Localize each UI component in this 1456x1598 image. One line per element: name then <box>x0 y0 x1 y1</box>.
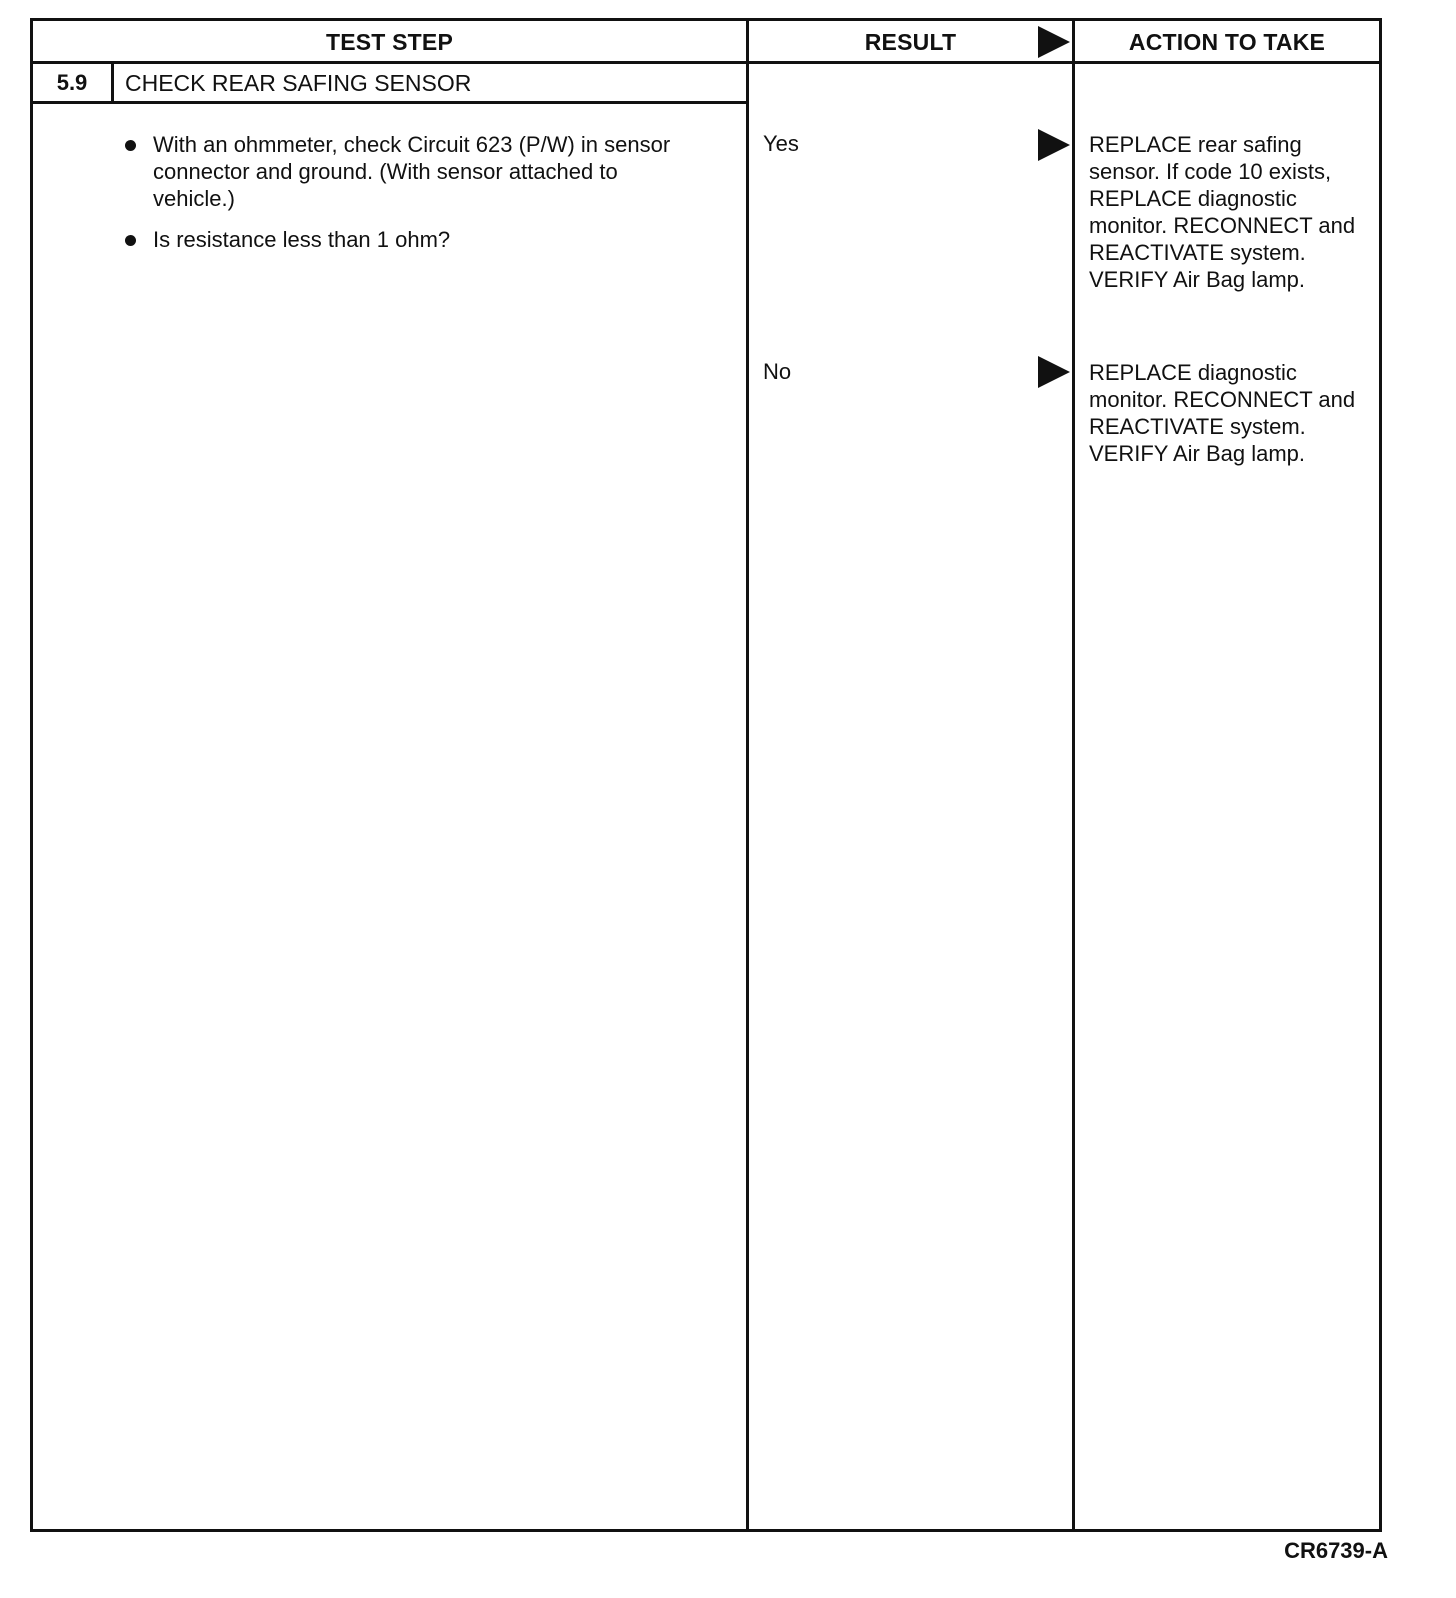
result-no: No <box>763 359 792 384</box>
header-arrow-icon <box>1038 26 1070 58</box>
step-number: 5.9 <box>56 70 88 95</box>
bullet-icon <box>125 235 136 246</box>
step-number-divider <box>111 61 114 104</box>
instruction-text: With an ohmmeter, check Circuit 623 (P/W) in sensor connector and ground. (With sensor attached to vehicle.) <box>153 132 671 211</box>
header-action: ACTION TO TAKE <box>1128 29 1326 55</box>
result-yes: Yes <box>763 131 799 156</box>
bullet-icon <box>125 140 136 151</box>
header-result: RESULT <box>864 29 957 55</box>
result-yes-arrow-icon <box>1038 129 1070 161</box>
list-item <box>125 226 685 253</box>
step-instructions <box>125 131 685 267</box>
result-no-arrow-icon <box>1038 356 1070 388</box>
figure-code: CR6739-A <box>1284 1538 1388 1563</box>
step-title: CHECK REAR SAFING SENSOR <box>125 70 472 96</box>
diagnostic-table <box>30 18 1382 1532</box>
column-divider-step-result <box>746 21 749 1529</box>
action-yes: REPLACE rear safing sensor. If code 10 exists, REPLACE diagnostic monitor. RECONNECT and REACTIVATE system. VERIFY Air Bag lamp. <box>1089 132 1356 292</box>
instruction-text: Is resistance less than 1 ohm? <box>153 227 451 252</box>
list-item <box>125 131 685 212</box>
header-test-step: TEST STEP <box>325 29 454 55</box>
column-divider-result-action <box>1072 21 1075 1529</box>
action-no: REPLACE diagnostic monitor. RECONNECT and REACTIVATE system. VERIFY Air Bag lamp. <box>1089 360 1356 466</box>
